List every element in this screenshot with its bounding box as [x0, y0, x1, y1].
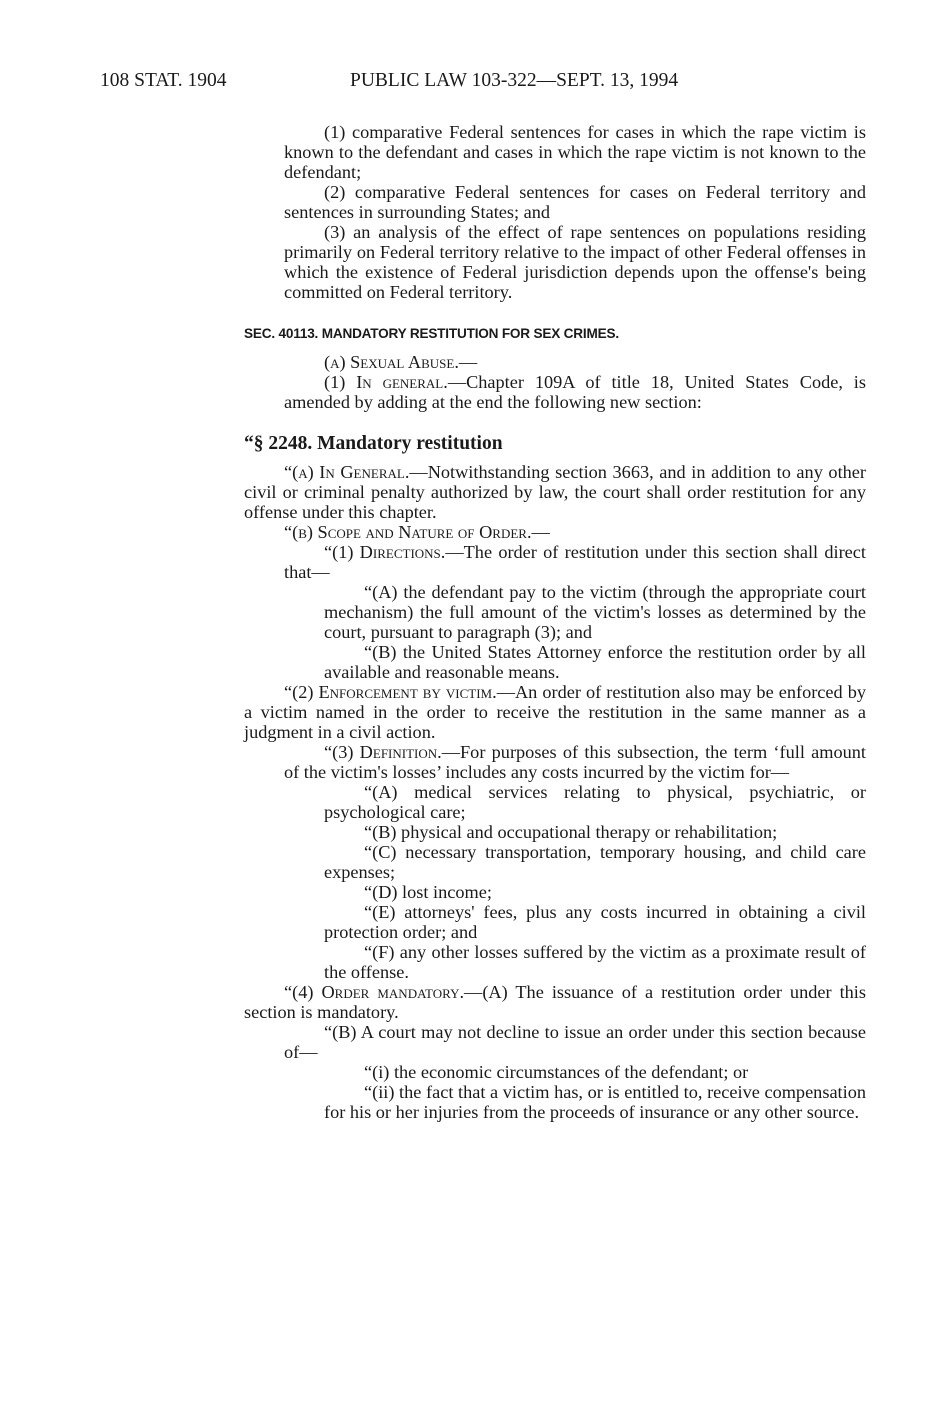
subparagraph-b1B: “(B) the United States Attorney enforce the restitution order by all available and reasonable means.	[324, 642, 866, 682]
subparagraph-b3A: “(A) medical services relating to physical, psychiatric, or psychological care;	[324, 782, 866, 822]
intro-item-3: (3) an analysis of the effect of rape sentences on populations residing primarily on Federal territory relative to the impact of other Federal offenses in which the existence of Federal jurisdiction depends upon the offense's being committed on Federal territory.	[284, 222, 866, 302]
subsection-2248-b-heading	[244, 522, 866, 542]
subparagraph-b3D: “(D) lost income;	[364, 882, 492, 902]
paragraph-b3	[244, 742, 866, 782]
section-2248-title: “§ 2248. Mandatory restitution	[244, 433, 503, 454]
clause-b4Bii: “(ii) the fact that a victim has, or is entitled to, receive compensation for his or her injuries from the proceeds of insurance or any other source.	[324, 1082, 866, 1122]
clause-b4Bi: “(i) the economic circumstances of the defendant; or	[364, 1062, 749, 1082]
subparagraph-b3F: “(F) any other losses suffered by the victim as a proximate result of the offense.	[324, 942, 866, 982]
section-heading: SEC. 40113. MANDATORY RESTITUTION FOR SEX CRIMES.	[244, 326, 619, 341]
subparagraph-b3B: “(B) physical and occupational therapy or rehabilitation;	[364, 822, 778, 842]
subparagraph-b3E: “(E) attorneys' fees, plus any costs incurred in obtaining a civil protection order; and	[324, 902, 866, 942]
page-header	[100, 70, 860, 100]
paragraph-a1-label: (1) In general.	[324, 372, 448, 392]
paragraph-b3-label: “(3) Definition.	[324, 742, 442, 762]
subsection-2248-b-label: “(b) Scope and Nature of Order.—	[284, 522, 550, 542]
subsection-2248-a	[244, 462, 866, 522]
subparagraph-b4B: “(B) A court may not decline to issue an order under this section because of—	[284, 1022, 866, 1062]
paragraph-b4-label: “(4) Order mandatory.	[284, 982, 465, 1002]
paragraph-b4	[244, 982, 866, 1022]
paragraph-a1-text: —Chapter 109A of title 18, United States Code, is amended by adding at the end the following new section:	[284, 372, 866, 412]
subparagraph-b3C: “(C) necessary transportation, temporary housing, and child care expenses;	[324, 842, 866, 882]
paragraph-b1-label: “(1) Directions.	[324, 542, 446, 562]
paragraph-b2	[244, 682, 866, 742]
paragraph-b2-text: —An order of restitution also may be enforced by a victim named in the order to receive the restitution in the same manner as a judgment in a civil action.	[244, 682, 866, 742]
intro-item-1: (1) comparative Federal sentences for cases in which the rape victim is known to the defendant and cases in which the rape victim is not known to the defendant;	[284, 122, 866, 182]
stat-page-number: 108 STAT. 1904	[100, 70, 227, 91]
subsection-2248-a-text: —Notwithstanding section 3663, and in addition to any other civil or criminal penalty authorized by law, the court shall order restitution for any offense under this chapter.	[244, 462, 866, 522]
subparagraph-b1A: “(A) the defendant pay to the victim (through the appropriate court mechanism) the full amount of the victim's losses as determined by the court, pursuant to paragraph (3); and	[324, 582, 866, 642]
subsection-a-heading	[244, 352, 866, 372]
paragraph-b4-text: —(A) The issuance of a restitution order under this section is mandatory.	[244, 982, 866, 1022]
paragraph-b1-text: —The order of restitution under this section shall direct that—	[284, 542, 866, 582]
paragraph-b3-text: —For purposes of this subsection, the term ‘full amount of the victim's losses’ includes any costs incurred by the victim for—	[284, 742, 866, 782]
subsection-2248-a-label: “(a) In General.	[284, 462, 410, 482]
intro-item-2: (2) comparative Federal sentences for cases on Federal territory and sentences in surrounding States; and	[284, 182, 866, 222]
paragraph-a1	[244, 372, 866, 412]
public-law-citation: PUBLIC LAW 103-322—SEPT. 13, 1994	[350, 70, 679, 91]
document-body	[244, 122, 866, 1122]
paragraph-b1	[244, 542, 866, 582]
subsection-a-label: (a) Sexual Abuse.—	[324, 352, 478, 372]
paragraph-b2-label: “(2) Enforcement by victim.	[284, 682, 497, 702]
